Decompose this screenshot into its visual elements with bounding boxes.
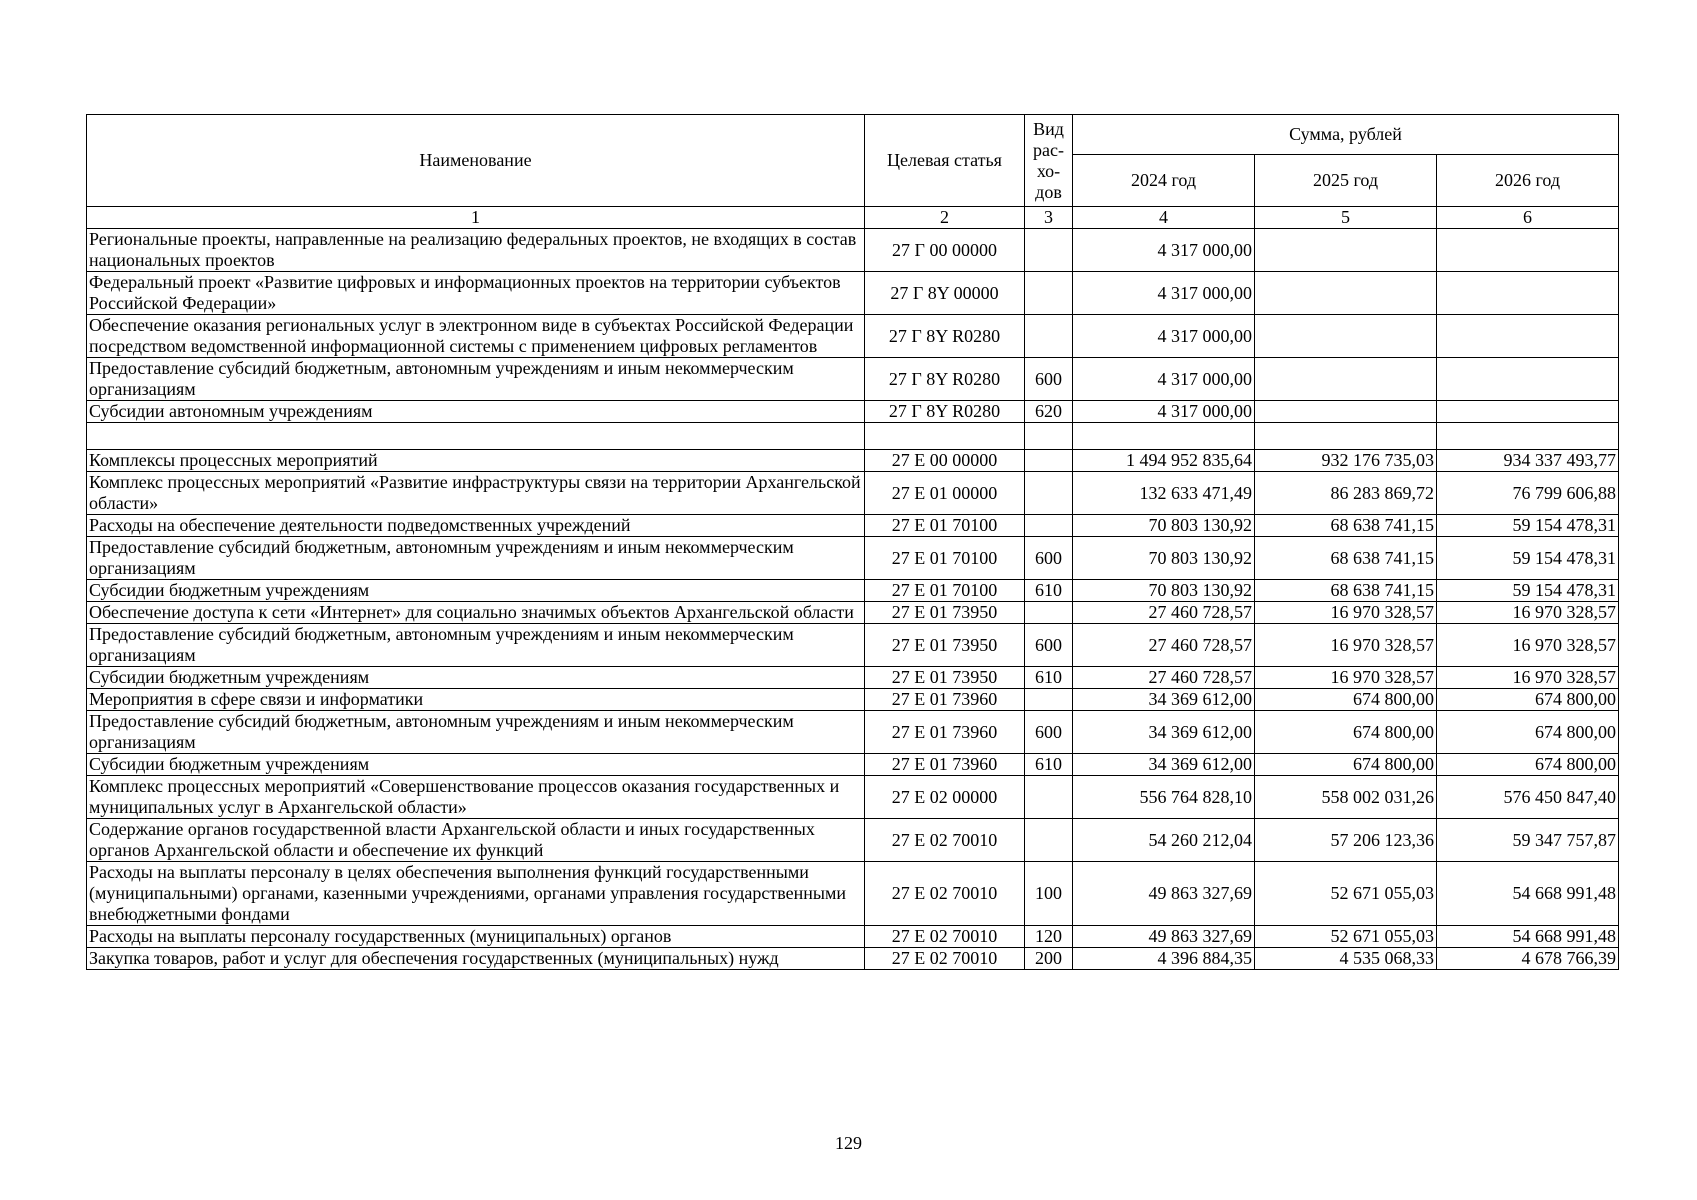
table-row (87, 401, 1619, 423)
row-amount-2025: 16 970 328,57 (1255, 667, 1437, 689)
row-amount-2024: 4 317 000,00 (1073, 401, 1255, 423)
row-amount-2026: 16 970 328,57 (1437, 624, 1619, 667)
row-name: Закупка товаров, работ и услуг для обеспечения государственных (муниципальных) нужд (87, 948, 865, 970)
row-target-code (865, 423, 1025, 450)
table-row (87, 423, 1619, 450)
row-amount-2026 (1437, 315, 1619, 358)
page-number: 129 (835, 1133, 862, 1153)
row-name: Федеральный проект «Развитие цифровых и информационных проектов на территории субъектов Российской Федерации» (87, 272, 865, 315)
row-amount-2026: 54 668 991,48 (1437, 862, 1619, 926)
row-expense-type: 200 (1025, 948, 1073, 970)
row-target-code: 27 Е 01 73950 (865, 602, 1025, 624)
table-row (87, 580, 1619, 602)
row-amount-2025: 86 283 869,72 (1255, 472, 1437, 515)
row-name: Субсидии автономным учреждениям (87, 401, 865, 423)
row-name: Предоставление субсидий бюджетным, автономным учреждениям и иным некоммерческим организациям (87, 358, 865, 401)
table-row (87, 450, 1619, 472)
row-amount-2025 (1255, 315, 1437, 358)
table-body (87, 229, 1619, 970)
header-vid: Вид рас-хо-дов (1025, 115, 1073, 207)
row-amount-2026: 4 678 766,39 (1437, 948, 1619, 970)
table-row (87, 776, 1619, 819)
table-row (87, 948, 1619, 970)
row-expense-type (1025, 776, 1073, 819)
row-expense-type: 610 (1025, 754, 1073, 776)
table-row (87, 537, 1619, 580)
row-amount-2026: 674 800,00 (1437, 711, 1619, 754)
row-amount-2025: 16 970 328,57 (1255, 602, 1437, 624)
row-name: Предоставление субсидий бюджетным, автономным учреждениям и иным некоммерческим организациям (87, 711, 865, 754)
row-target-code: 27 Г 8Y R0280 (865, 315, 1025, 358)
table-row (87, 862, 1619, 926)
row-amount-2025: 4 535 068,33 (1255, 948, 1437, 970)
row-name: Субсидии бюджетным учреждениям (87, 667, 865, 689)
row-name: Расходы на обеспечение деятельности подведомственных учреждений (87, 515, 865, 537)
table-row (87, 926, 1619, 948)
row-target-code: 27 Е 01 70100 (865, 580, 1025, 602)
row-expense-type (1025, 515, 1073, 537)
row-target-code: 27 Е 01 73960 (865, 711, 1025, 754)
row-expense-type (1025, 272, 1073, 315)
row-target-code: 27 Г 8Y 00000 (865, 272, 1025, 315)
row-amount-2026: 59 154 478,31 (1437, 515, 1619, 537)
row-amount-2026 (1437, 229, 1619, 272)
row-amount-2024: 34 369 612,00 (1073, 711, 1255, 754)
table-row (87, 315, 1619, 358)
row-amount-2025: 57 206 123,36 (1255, 819, 1437, 862)
table-row (87, 272, 1619, 315)
budget-table (86, 114, 1619, 970)
row-amount-2026 (1437, 272, 1619, 315)
header-year-2025: 2025 год (1255, 155, 1437, 207)
table-row (87, 229, 1619, 272)
row-amount-2026: 59 347 757,87 (1437, 819, 1619, 862)
row-amount-2025 (1255, 423, 1437, 450)
row-amount-2025: 674 800,00 (1255, 754, 1437, 776)
row-name: Расходы на выплаты персоналу в целях обеспечения выполнения функций государственными (муниципальными) органами, казенными учреждениями, органами управления государственными внебюджетными фондами (87, 862, 865, 926)
row-amount-2024: 34 369 612,00 (1073, 689, 1255, 711)
row-expense-type (1025, 229, 1073, 272)
row-amount-2026: 76 799 606,88 (1437, 472, 1619, 515)
row-amount-2025 (1255, 272, 1437, 315)
row-amount-2026 (1437, 423, 1619, 450)
row-name: Обеспечение оказания региональных услуг в электронном виде в субъектах Российской Федерации посредством ведомственной информационной системы с применением цифровых регламентов (87, 315, 865, 358)
row-expense-type (1025, 819, 1073, 862)
row-amount-2026: 54 668 991,48 (1437, 926, 1619, 948)
row-target-code: 27 Е 02 70010 (865, 862, 1025, 926)
column-number: 3 (1025, 207, 1073, 229)
row-name: Предоставление субсидий бюджетным, автономным учреждениям и иным некоммерческим организациям (87, 537, 865, 580)
row-target-code: 27 Е 01 73960 (865, 689, 1025, 711)
row-expense-type: 100 (1025, 862, 1073, 926)
row-amount-2025: 52 671 055,03 (1255, 926, 1437, 948)
row-name: Предоставление субсидий бюджетным, автономным учреждениям и иным некоммерческим организациям (87, 624, 865, 667)
row-amount-2024: 4 317 000,00 (1073, 272, 1255, 315)
table-row (87, 819, 1619, 862)
row-amount-2024: 4 396 884,35 (1073, 948, 1255, 970)
row-amount-2024: 70 803 130,92 (1073, 580, 1255, 602)
row-amount-2024: 34 369 612,00 (1073, 754, 1255, 776)
row-target-code: 27 Г 8Y R0280 (865, 358, 1025, 401)
row-expense-type (1025, 689, 1073, 711)
row-expense-type (1025, 423, 1073, 450)
row-target-code: 27 Е 02 70010 (865, 948, 1025, 970)
row-amount-2024: 27 460 728,57 (1073, 624, 1255, 667)
row-amount-2024: 27 460 728,57 (1073, 667, 1255, 689)
column-number: 5 (1255, 207, 1437, 229)
table-row (87, 515, 1619, 537)
row-amount-2026: 16 970 328,57 (1437, 667, 1619, 689)
row-amount-2026 (1437, 358, 1619, 401)
column-number: 4 (1073, 207, 1255, 229)
row-amount-2025: 68 638 741,15 (1255, 580, 1437, 602)
row-amount-2025: 68 638 741,15 (1255, 537, 1437, 580)
row-name: Мероприятия в сфере связи и информатики (87, 689, 865, 711)
row-amount-2025: 68 638 741,15 (1255, 515, 1437, 537)
row-amount-2024: 4 317 000,00 (1073, 358, 1255, 401)
row-target-code: 27 Г 8Y R0280 (865, 401, 1025, 423)
row-amount-2026 (1437, 401, 1619, 423)
row-amount-2024: 4 317 000,00 (1073, 229, 1255, 272)
row-name: Обеспечение доступа к сети «Интернет» для социально значимых объектов Архангельской области (87, 602, 865, 624)
row-expense-type: 600 (1025, 624, 1073, 667)
row-target-code: 27 Е 01 73950 (865, 624, 1025, 667)
row-name: Региональные проекты, направленные на реализацию федеральных проектов, не входящих в состав национальных проектов (87, 229, 865, 272)
header-sum: Сумма, рублей (1073, 115, 1619, 155)
row-amount-2026: 674 800,00 (1437, 689, 1619, 711)
row-name: Комплексы процессных мероприятий (87, 450, 865, 472)
row-target-code: 27 Е 01 70100 (865, 537, 1025, 580)
table-row (87, 754, 1619, 776)
row-amount-2026: 16 970 328,57 (1437, 602, 1619, 624)
row-amount-2024: 49 863 327,69 (1073, 862, 1255, 926)
row-name: Субсидии бюджетным учреждениям (87, 754, 865, 776)
table-row (87, 602, 1619, 624)
row-target-code: 27 Е 00 00000 (865, 450, 1025, 472)
row-target-code: 27 Е 02 00000 (865, 776, 1025, 819)
row-amount-2025 (1255, 358, 1437, 401)
row-expense-type (1025, 472, 1073, 515)
row-amount-2025: 932 176 735,03 (1255, 450, 1437, 472)
row-expense-type (1025, 315, 1073, 358)
row-expense-type: 610 (1025, 667, 1073, 689)
row-amount-2025: 558 002 031,26 (1255, 776, 1437, 819)
row-name: Расходы на выплаты персоналу государственных (муниципальных) органов (87, 926, 865, 948)
row-target-code: 27 Е 02 70010 (865, 926, 1025, 948)
row-amount-2026: 576 450 847,40 (1437, 776, 1619, 819)
row-expense-type: 600 (1025, 711, 1073, 754)
column-number-row (87, 207, 1619, 229)
row-target-code: 27 Г 00 00000 (865, 229, 1025, 272)
header-target: Целевая статья (865, 115, 1025, 207)
table-row (87, 624, 1619, 667)
row-expense-type: 620 (1025, 401, 1073, 423)
row-expense-type: 600 (1025, 537, 1073, 580)
table-row (87, 667, 1619, 689)
row-amount-2025: 674 800,00 (1255, 689, 1437, 711)
table-row (87, 711, 1619, 754)
row-name: Комплекс процессных мероприятий «Развитие инфраструктуры связи на территории Архангельской области» (87, 472, 865, 515)
row-amount-2024: 1 494 952 835,64 (1073, 450, 1255, 472)
row-amount-2024: 70 803 130,92 (1073, 537, 1255, 580)
row-name (87, 423, 865, 450)
row-amount-2025 (1255, 401, 1437, 423)
row-target-code: 27 Е 01 73960 (865, 754, 1025, 776)
row-amount-2024: 49 863 327,69 (1073, 926, 1255, 948)
row-expense-type: 600 (1025, 358, 1073, 401)
row-name: Комплекс процессных мероприятий «Совершенствование процессов оказания государственных и муниципальных услуг в Архангельской области» (87, 776, 865, 819)
table-row (87, 358, 1619, 401)
row-amount-2024: 54 260 212,04 (1073, 819, 1255, 862)
row-amount-2024: 4 317 000,00 (1073, 315, 1255, 358)
row-amount-2025: 674 800,00 (1255, 711, 1437, 754)
row-amount-2025 (1255, 229, 1437, 272)
row-amount-2024: 70 803 130,92 (1073, 515, 1255, 537)
row-amount-2024: 556 764 828,10 (1073, 776, 1255, 819)
table-row (87, 689, 1619, 711)
row-amount-2025: 52 671 055,03 (1255, 862, 1437, 926)
row-expense-type (1025, 450, 1073, 472)
header-year-2024: 2024 год (1073, 155, 1255, 207)
row-amount-2024 (1073, 423, 1255, 450)
header-year-2026: 2026 год (1437, 155, 1619, 207)
row-amount-2026: 59 154 478,31 (1437, 580, 1619, 602)
row-amount-2024: 132 633 471,49 (1073, 472, 1255, 515)
row-amount-2025: 16 970 328,57 (1255, 624, 1437, 667)
column-number: 2 (865, 207, 1025, 229)
row-amount-2026: 934 337 493,77 (1437, 450, 1619, 472)
row-expense-type: 120 (1025, 926, 1073, 948)
column-number: 1 (87, 207, 865, 229)
header-name: Наименование (87, 115, 865, 207)
table-row (87, 472, 1619, 515)
row-amount-2026: 674 800,00 (1437, 754, 1619, 776)
row-name: Субсидии бюджетным учреждениям (87, 580, 865, 602)
row-target-code: 27 Е 02 70010 (865, 819, 1025, 862)
row-target-code: 27 Е 01 70100 (865, 515, 1025, 537)
row-expense-type: 610 (1025, 580, 1073, 602)
column-number: 6 (1437, 207, 1619, 229)
row-name: Содержание органов государственной власти Архангельской области и иных государственных органов Архангельской области и обеспечение их функций (87, 819, 865, 862)
row-target-code: 27 Е 01 00000 (865, 472, 1025, 515)
row-expense-type (1025, 602, 1073, 624)
row-amount-2026: 59 154 478,31 (1437, 537, 1619, 580)
row-amount-2024: 27 460 728,57 (1073, 602, 1255, 624)
row-target-code: 27 Е 01 73950 (865, 667, 1025, 689)
